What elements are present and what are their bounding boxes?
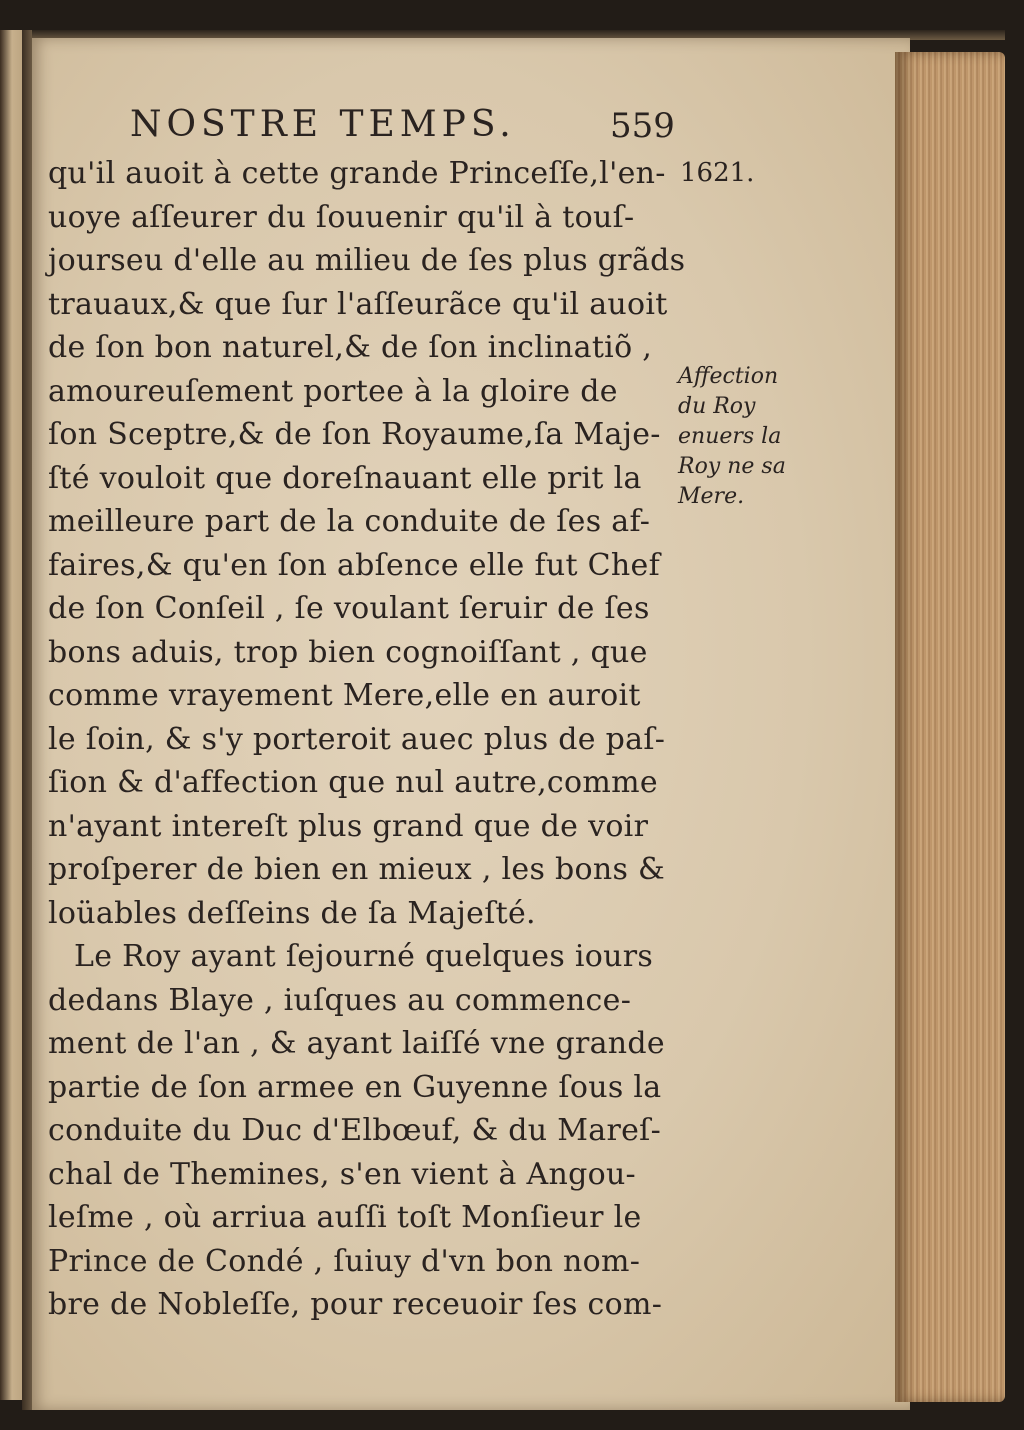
- text-line: qu'il auoit à cette grande Princeſſe,l'en-: [48, 156, 666, 191]
- text-line: trauaux,& que ſur l'aſſeurãce qu'il auoit: [48, 286, 668, 322]
- text-line: chal de Themines, s'en vient à Angou-: [48, 1156, 636, 1192]
- margin-note-line: Mere.: [678, 484, 745, 509]
- text-line: bons aduis, trop bien cognoiſſant , que: [48, 634, 648, 670]
- text-line: ſté vouloit que doreſnauant elle prit la: [48, 460, 642, 496]
- text-line: comme vrayement Mere,elle en auroit: [48, 678, 641, 713]
- margin-note-line: Affection: [678, 364, 779, 389]
- text-line: uoye aſſeurer du ſouuenir qu'il à touſ-: [48, 199, 635, 235]
- text-line: ſion & d'affection que nul autre,comme: [48, 765, 658, 800]
- text-line: meilleure part de la conduite de ſes af-: [48, 504, 651, 539]
- text-line: amoureuſement portee à la gloire de: [48, 373, 618, 409]
- text-line: le ſoin, & s'y porteroit auec plus de paſ-: [48, 721, 666, 757]
- text-line: loüables deſſeins de ſa Majeſté.: [48, 895, 536, 931]
- margin-note-line: enuers la: [678, 424, 782, 449]
- text-line: ſon Sceptre,& de ſon Royaume,ſa Maje-: [48, 417, 661, 452]
- text-line: leſme , où arriua auſſi toſt Monſieur le: [48, 1200, 642, 1235]
- text-line: bre de Nobleſſe, pour receuoir ſes com-: [48, 1287, 663, 1322]
- page-fore-edge: [895, 52, 1005, 1402]
- text-line: faires,& qu'en ſon abſence elle fut Chef: [48, 547, 660, 583]
- running-head: NOSTRE TEMPS.: [130, 104, 516, 145]
- text-line: de ſon bon naturel,& de ſon inclinatiõ ,: [48, 330, 653, 365]
- binding-gutter: [22, 30, 32, 1410]
- text-line: proſperer de bien en mieux , les bons &: [48, 852, 666, 887]
- text-line: Prince de Condé , ſuiuy d'vn bon nom-: [48, 1243, 641, 1279]
- text-line: conduite du Duc d'Elbœuf, & du Mareſ-: [48, 1113, 662, 1148]
- body-text: [48, 152, 686, 1327]
- margin-year: 1621.: [680, 158, 755, 188]
- text-line: n'ayant intereſt plus grand que de voir: [48, 808, 649, 844]
- margin-note-line: Roy ne sa: [678, 454, 786, 479]
- text-line: de ſon Conſeil , ſe voulant ſeruir de ſes: [48, 591, 650, 626]
- page-number: 559: [610, 106, 675, 146]
- margin-note-line: du Roy: [678, 394, 756, 419]
- text-line: Le Roy ayant ſejourné quelques iours: [74, 939, 654, 974]
- text-line: partie de ſon armee en Guyenne ſous la: [48, 1069, 662, 1105]
- text-line: jourseu d'elle au milieu de ſes plus grãds: [48, 243, 686, 278]
- text-line: ment de l'an , & ayant laiſſé vne grande: [48, 1026, 665, 1061]
- margin-note: [678, 362, 786, 512]
- text-line: dedans Blaye , iuſques au commence-: [48, 982, 632, 1018]
